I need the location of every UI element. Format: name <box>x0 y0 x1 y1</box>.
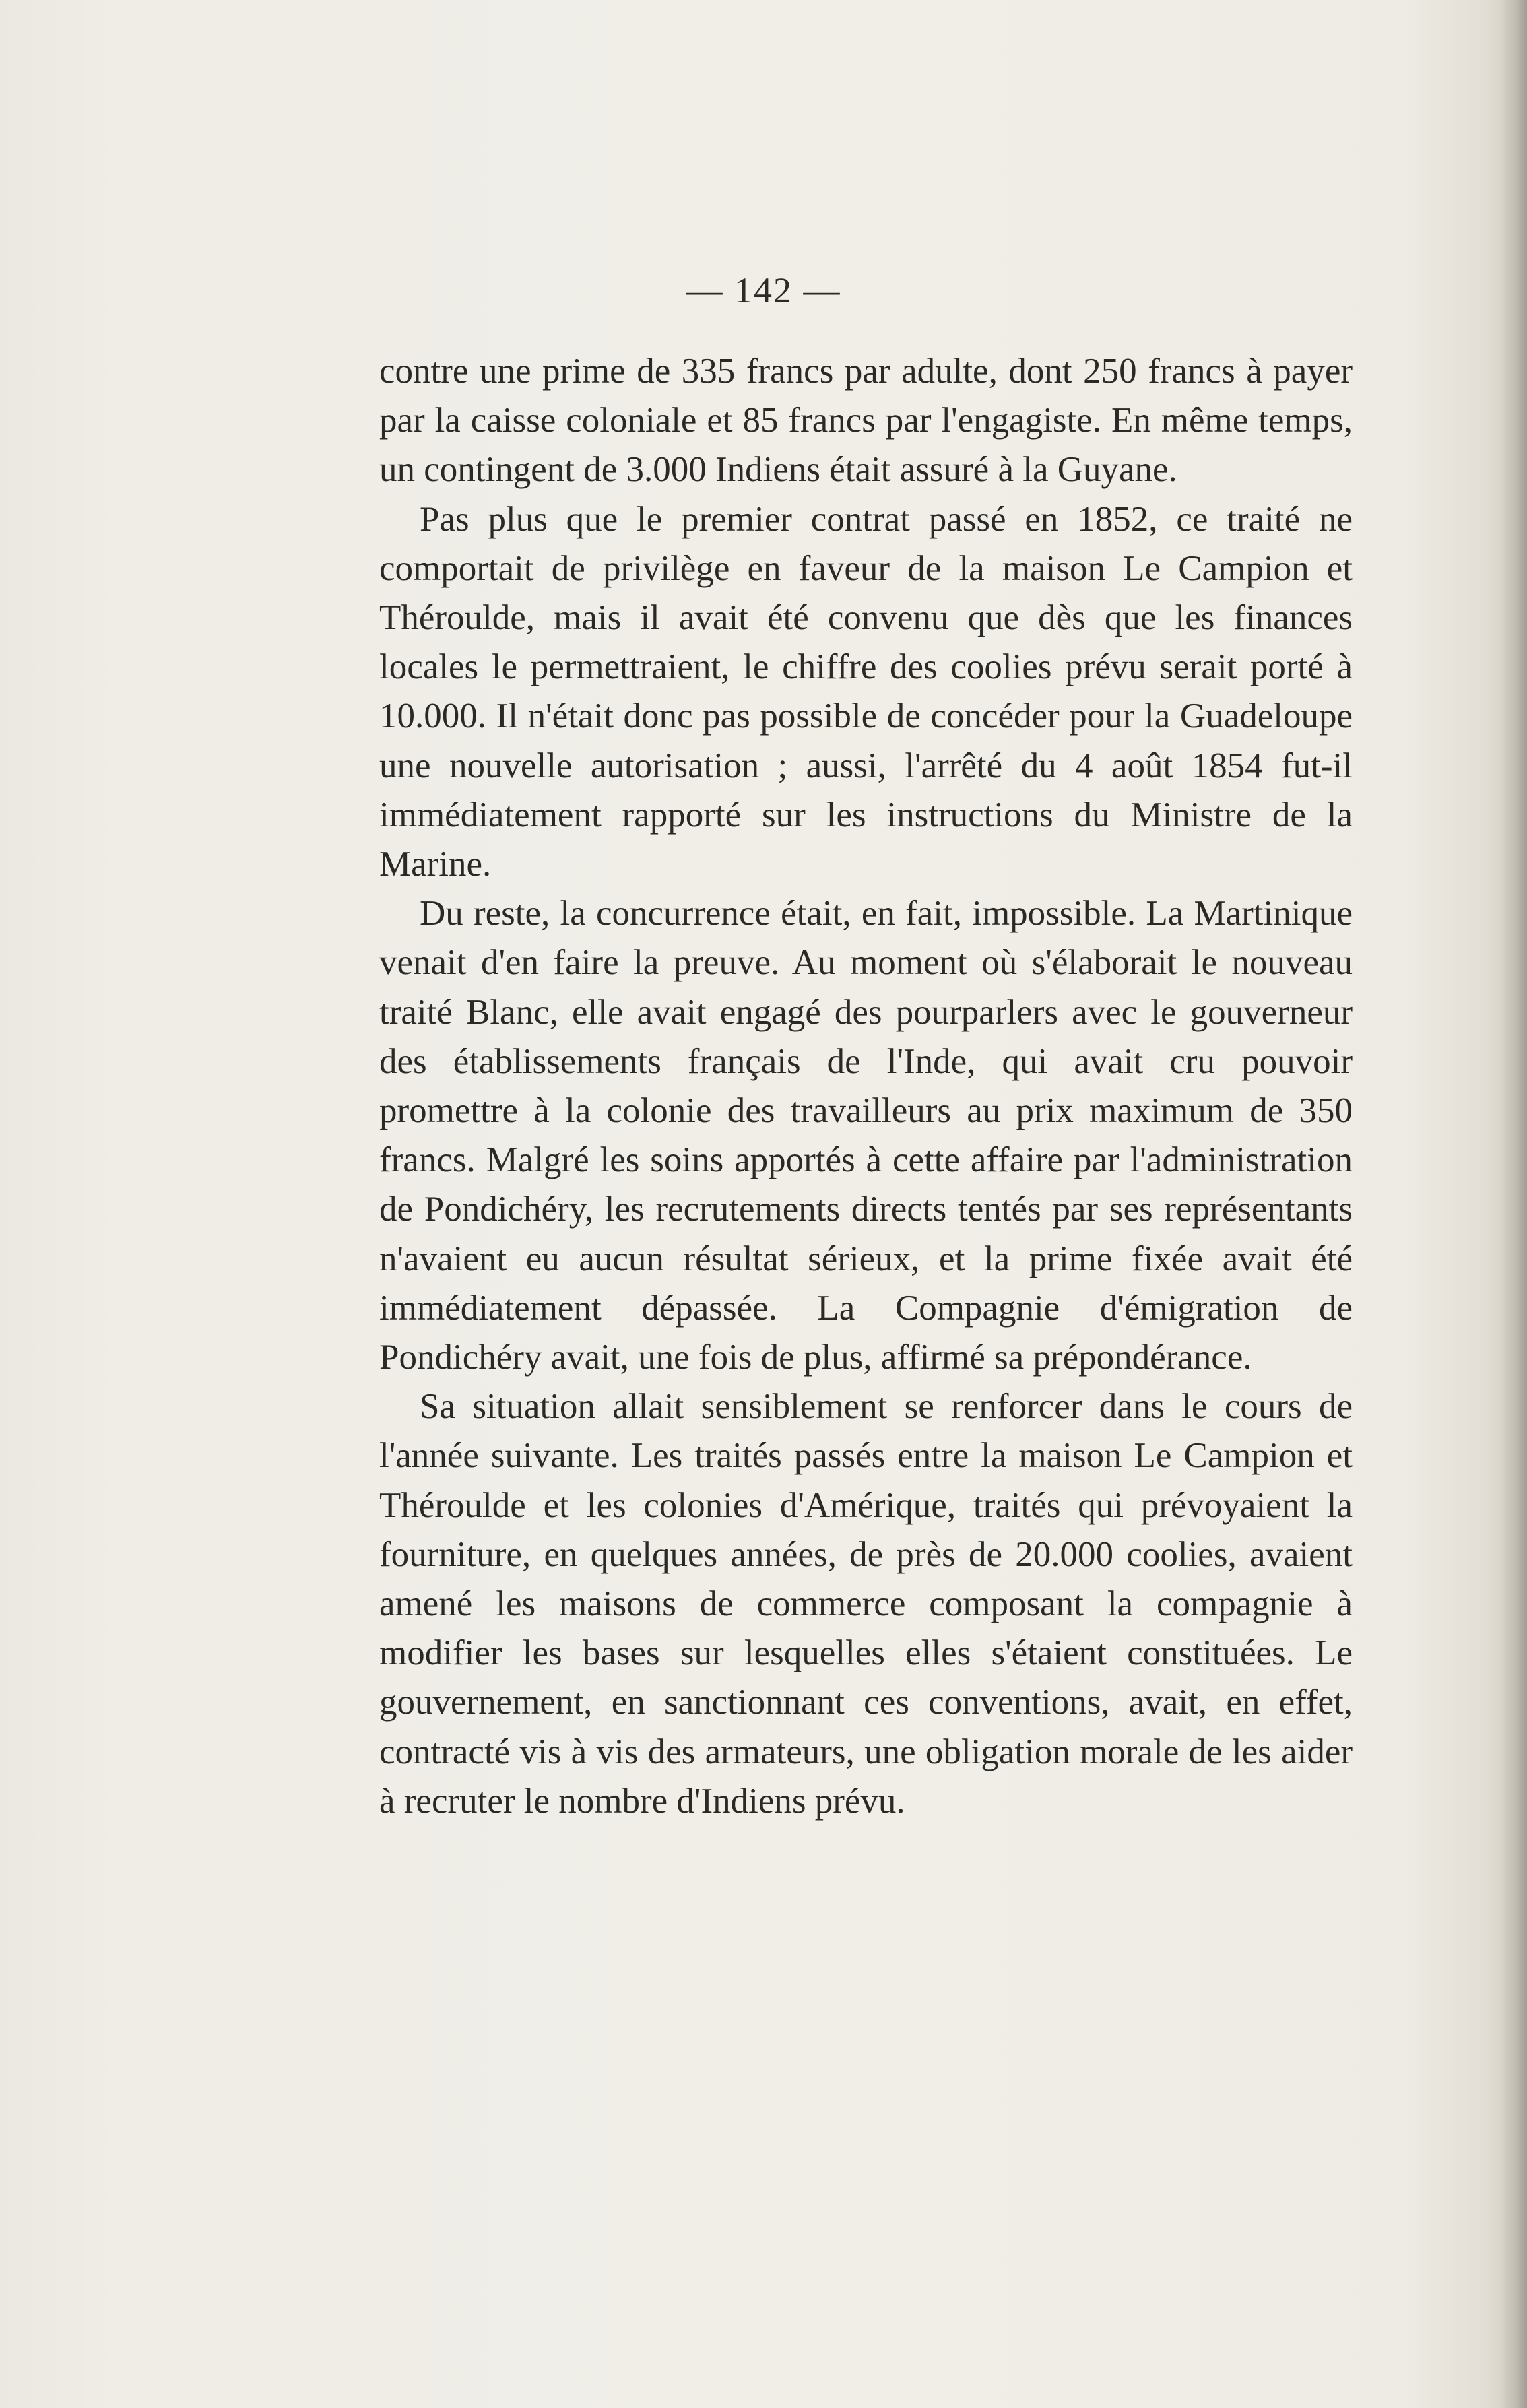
paragraph: contre une prime de 335 francs par adulte, dont 250 francs à payer par la caisse coloniale et 85 francs par l'engagiste. En même temps, un contingent de 3.000 Indiens était assuré à la Guyane. <box>379 352 1353 490</box>
body-text <box>379 347 1353 1826</box>
page-edge-shadow <box>1500 0 1527 2408</box>
paragraph: Du reste, la concurrence était, en fait, impossible. La Martinique venait d'en faire la preuve. Au moment où s'élaborait le nouveau traité Blanc, elle avait engagé des pourparlers avec le gouverneur des établissements français de l'Inde, qui avait cru pouvoir promettre à la colonie des travailleurs au prix maximum de 350 francs. Malgré les soins apportés à cette affaire par l'administration de Pondichéry, les recrutements directs tentés par ses représentants n'avaient eu aucun résultat sérieux, et la prime fixée avait été immédiatement dépassée. La Compagnie d'émigration de Pondichéry avait, une fois de plus, affirmé sa prépondérance. <box>379 894 1353 1377</box>
paragraph: Sa situation allait sensiblement se renforcer dans le cours de l'année suivante. Les traités passés entre la maison Le Campion et Théroulde et les colonies d'Amérique, traités qui prévoyaient la fourniture, en quelques années, de près de 20.000 coolies, avaient amené les maisons de commerce composant la compagnie à modifier les bases sur lesquelles elles s'étaient constituées. Le gouvernement, en sanctionnant ces conventions, avait, en effet, contracté vis à vis des armateurs, une obligation morale de les aider à recruter le nombre d'Indiens prévu. <box>379 1387 1353 1821</box>
paragraph: Pas plus que le premier contrat passé en 1852, ce traité ne comportait de privilège en faveur de la maison Le Campion et Théroulde, mais il avait été convenu que dès que les finances locales le permettraient, le chiffre des coolies prévu serait porté à 10.000. Il n'était donc pas possible de concéder pour la Guadeloupe une nouvelle autorisation ; aussi, l'arrêté du 4 août 1854 fut-il immédiatement rapporté sur les instructions du Ministre de la Marine. <box>379 499 1353 884</box>
page-number: — 142 — <box>686 270 841 311</box>
